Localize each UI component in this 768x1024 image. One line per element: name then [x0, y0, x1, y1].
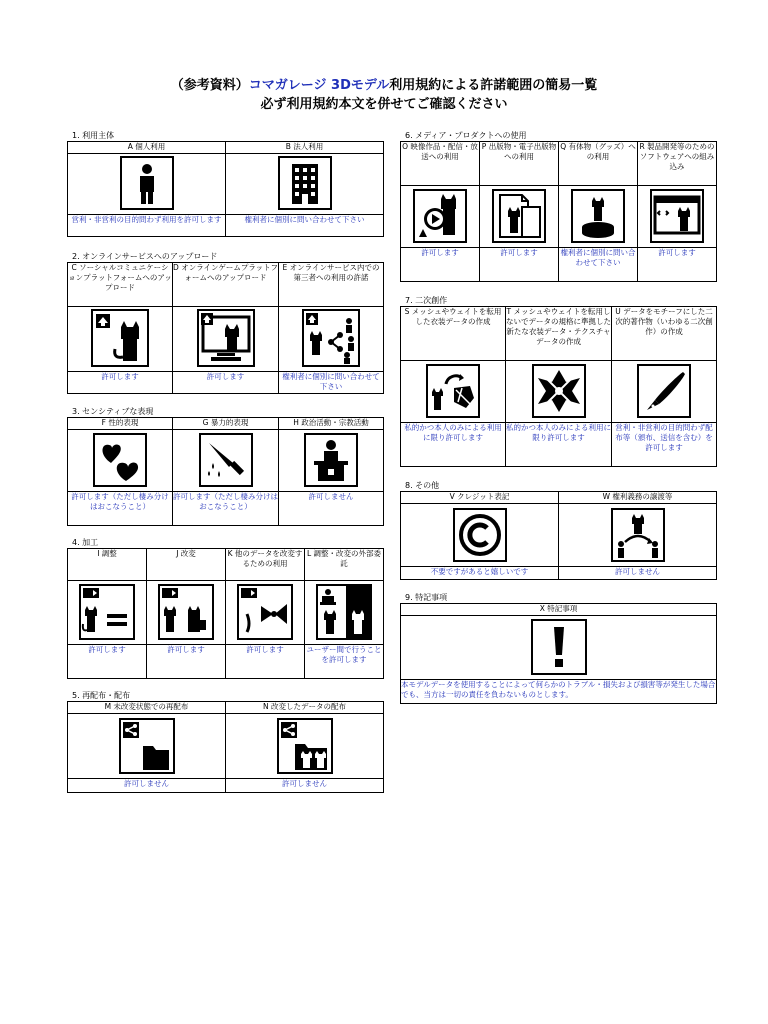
cell-icon-s: [401, 361, 506, 423]
modify-icon: [158, 584, 214, 640]
result-m: 許可しません: [68, 779, 226, 793]
header-m: M 未改変状態での再配布: [68, 702, 226, 714]
cell-icon-h: [279, 430, 384, 492]
section-label-4: 4. 加工: [72, 538, 99, 547]
page-title: [0, 74, 768, 93]
section-label-5: 5. 再配布・配布: [72, 691, 131, 700]
podium-icon: [304, 433, 358, 487]
header-x: X 特記事項: [401, 604, 717, 616]
result-d: 許可します: [173, 372, 279, 394]
cell-icon-v: [401, 504, 559, 567]
header-c: C ソーシャルコミュニケーションプラットフォームへのアップロード: [68, 263, 173, 307]
cell-icon-f: [68, 430, 173, 492]
result-w: 許可しません: [559, 567, 717, 580]
bloody-knife-icon: [199, 433, 253, 487]
section-table-3: [67, 417, 384, 526]
figure-goods-icon: [571, 189, 625, 243]
cell-icon-m: [68, 714, 226, 779]
upload-cat-icon: [91, 309, 149, 367]
cell-icon-k: [226, 581, 305, 645]
transfer-icon: [611, 508, 665, 562]
hearts-icon: [93, 433, 147, 487]
header-g: G 暴力的表現: [173, 418, 279, 430]
result-p: 許可します: [480, 248, 559, 282]
cell-icon-j: [147, 581, 226, 645]
exclamation-icon: [531, 619, 587, 675]
section-label-2: 2. オンラインサービスへのアップロード: [72, 252, 218, 261]
header-r: R 製品開発等のためのソフトウェアへの組み込み: [638, 142, 717, 186]
result-g: 許可します（ただし棲み分けはおこなうこと）: [173, 492, 279, 526]
result-v: 不要ですがあると嬉しいです: [401, 567, 559, 580]
section-label-7: 7. 二次創作: [405, 296, 448, 305]
title-brand: コマガレージ 3Dモデル: [248, 78, 390, 93]
header-n: N 改変したデータの配布: [226, 702, 384, 714]
result-j: 許可します: [147, 645, 226, 679]
result-k: 許可します: [226, 645, 305, 679]
share-third-party-icon: [302, 309, 360, 367]
upload-monitor-icon: [197, 309, 255, 367]
header-u: U データをモチーフにした二次的著作物（いわゆる二次創作）の作成: [612, 307, 717, 361]
header-e: E オンラインサービス内での第三者への利用の許諾: [279, 263, 384, 307]
software-window-icon: [650, 189, 704, 243]
result-t: 私的かつ本人のみによる利用に限り許可します: [506, 423, 612, 467]
header-q: Q 有体物（グッズ）への利用: [559, 142, 638, 186]
result-u: 営利・非営利の目的問わず配布等（頒布、送信を含む）を許可します: [612, 423, 717, 467]
section-table-2: [67, 262, 384, 394]
result-r: 許可します: [638, 248, 717, 282]
cell-icon-u: [612, 361, 717, 423]
result-o: 許可します: [401, 248, 480, 282]
result-a: 営利・非営利の目的問わず利用を許可します: [68, 215, 226, 237]
other-data-icon: [237, 584, 293, 640]
result-s: 私的かつ本人のみによる利用に限り許可します: [401, 423, 506, 467]
header-v: V クレジット表記: [401, 492, 559, 504]
header-o: O 映像作品・配信・放送への利用: [401, 142, 480, 186]
cell-icon-o: [401, 186, 480, 248]
header-s: S メッシュやウェイトを転用した衣装データの作成: [401, 307, 506, 361]
header-k: K 他のデータを改変するための利用: [226, 549, 305, 581]
cell-icon-i: [68, 581, 147, 645]
cell-icon-a: [68, 154, 226, 215]
result-i: 許可します: [68, 645, 147, 679]
header-h: H 政治活動・宗教活動: [279, 418, 384, 430]
result-c: 許可します: [68, 372, 173, 394]
section-table-7: [400, 306, 717, 467]
cell-icon-d: [173, 307, 279, 372]
section-label-6: 6. メディア・プロダクトへの使用: [405, 131, 527, 140]
pen-icon: [637, 364, 691, 418]
section-table-9: [400, 603, 717, 704]
person-icon: [120, 156, 174, 210]
section-label-9: 9. 特記事項: [405, 593, 448, 602]
section-table-6: [400, 141, 717, 282]
page-subtitle: 必ず利用規約本文を併せてご確認ください: [260, 97, 508, 112]
header-p: P 出版物・電子出版物への利用: [480, 142, 559, 186]
section-table-1: [67, 141, 384, 237]
copyright-icon: [453, 508, 507, 562]
outsource-icon: [316, 584, 372, 640]
result-q: 権利者に個別に問い合わせて下さい: [559, 248, 638, 282]
result-h: 許可しません: [279, 492, 384, 526]
section-table-5: [67, 701, 384, 793]
cell-icon-n: [226, 714, 384, 779]
section-label-3: 3. センシティブな表現: [72, 407, 154, 416]
title-prefix: （参考資料）: [170, 78, 249, 93]
result-b: 権利者に個別に問い合わせて下さい: [226, 215, 384, 237]
cell-icon-g: [173, 430, 279, 492]
header-f: F 性的表現: [68, 418, 173, 430]
building-icon: [278, 156, 332, 210]
cell-icon-l: [305, 581, 384, 645]
result-l: ユーザー間で行うことを許可します: [305, 645, 384, 679]
mesh-clothes-icon: [426, 364, 480, 418]
share-modified-icon: [277, 718, 333, 774]
section-label-8: 8. その他: [405, 481, 440, 490]
header-j: J 改変: [147, 549, 226, 581]
cell-icon-p: [480, 186, 559, 248]
cell-icon-q: [559, 186, 638, 248]
cell-icon-e: [279, 307, 384, 372]
new-clothes-icon: [532, 364, 586, 418]
share-folder-icon: [119, 718, 175, 774]
result-x: 本モデルデータを使用することによって何らかのトラブル・損失および損害等が発生した場合でも、当方は一切の責任を負わないものとします。: [401, 680, 717, 704]
title-suffix: 利用規約による許諾範囲の簡易一覧: [389, 78, 598, 93]
section-table-4: [67, 548, 384, 679]
cell-icon-b: [226, 154, 384, 215]
cell-icon-w: [559, 504, 717, 567]
cell-icon-r: [638, 186, 717, 248]
adjust-icon: [79, 584, 135, 640]
header-i: I 調整: [68, 549, 147, 581]
cell-icon-c: [68, 307, 173, 372]
result-n: 許可しません: [226, 779, 384, 793]
section-table-8: [400, 491, 717, 580]
header-l: L 調整・改変の外部委託: [305, 549, 384, 581]
header-b: B 法人利用: [226, 142, 384, 154]
header-t: T メッシュやウェイトを転用しないでデータの規格に準拠した新たな衣装データ・テクスチャデータの作成: [506, 307, 612, 361]
cell-icon-t: [506, 361, 612, 423]
result-f: 許可します（ただし棲み分けはおこなうこと）: [68, 492, 173, 526]
header-w: W 権利義務の譲渡等: [559, 492, 717, 504]
section-label-1: 1. 利用主体: [72, 131, 115, 140]
result-e: 権利者に個別に問い合わせて下さい: [279, 372, 384, 394]
cell-icon-x: [401, 616, 717, 680]
publication-icon: [492, 189, 546, 243]
header-a: A 個人利用: [68, 142, 226, 154]
video-icon: [413, 189, 467, 243]
header-d: D オンラインゲームプラットフォームへのアップロード: [173, 263, 279, 307]
